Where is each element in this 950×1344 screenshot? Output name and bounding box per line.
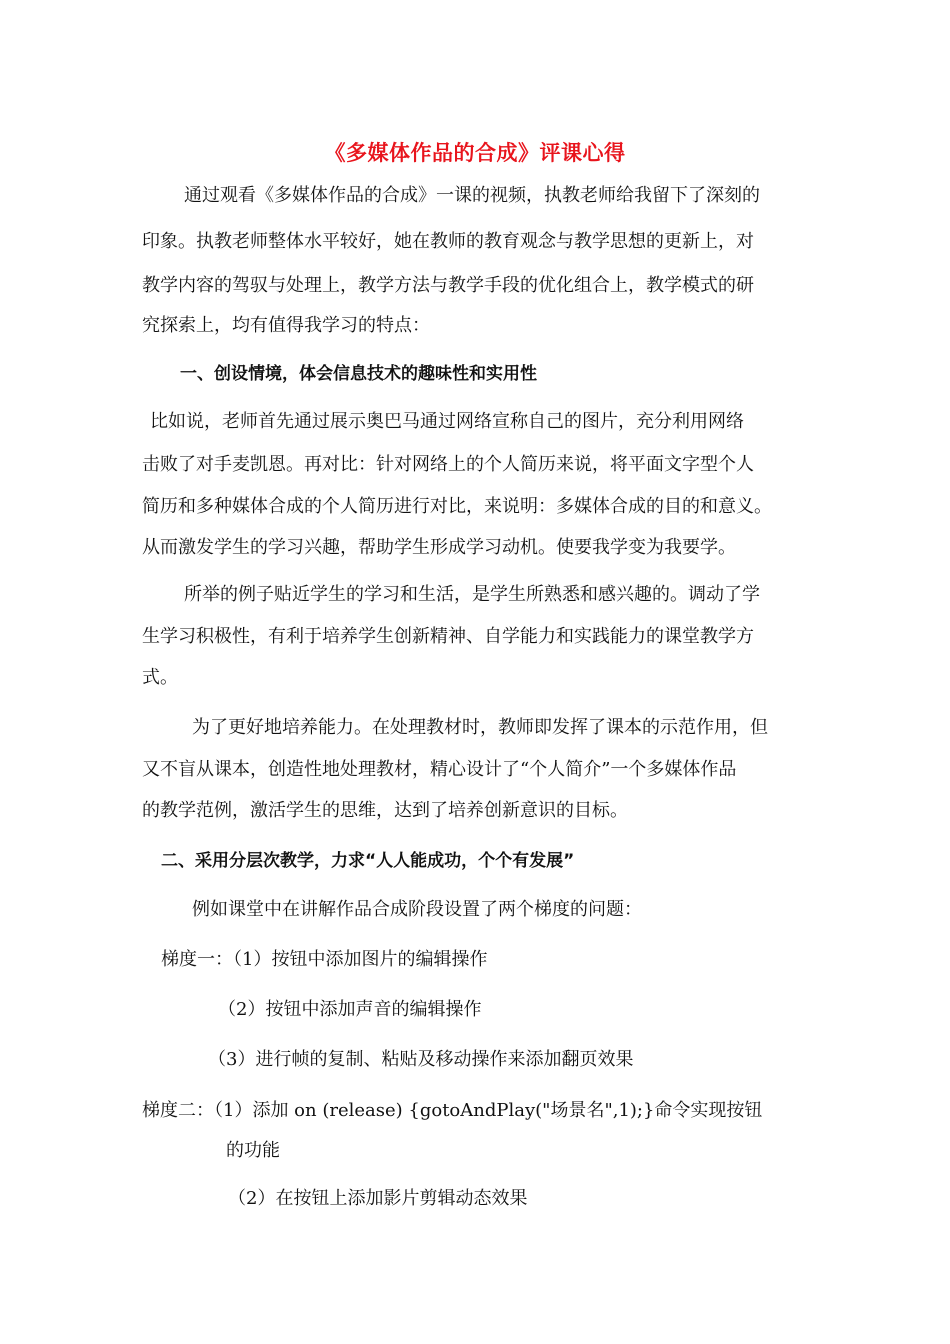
section-1-p3-line-1: 为了更好地培养能力。在处理教材时，教师即发挥了课本的示范作用，但 [192,717,768,738]
level-2-item-1-cont: 的功能 [226,1140,280,1161]
section-1-p1-line-1: 比如说，老师首先通过展示奥巴马通过网络宣称自己的图片，充分利用网络 [150,411,744,432]
section-1-p1-line-2: 击败了对手麦凯恩。再对比：针对网络上的个人简历来说，将平面文字型个人 [142,454,754,475]
document-title: 《多媒体作品的合成》评课心得 [324,140,626,165]
level-1-item-2: （2）按钮中添加声音的编辑操作 [218,999,482,1020]
level-1-item-3: （3）进行帧的复制、粘贴及移动操作来添加翻页效果 [208,1049,634,1070]
intro-line-4: 究探索上，均有值得我学习的特点： [142,315,430,336]
intro-line-2: 印象。执教老师整体水平较好，她在教师的教育观念与教学思想的更新上，对 [142,231,754,252]
intro-line-1: 通过观看《多媒体作品的合成》一课的视频，执教老师给我留下了深刻的 [184,185,760,206]
section-1-p2-line-2: 生学习积极性，有利于培养学生创新精神、自学能力和实践能力的课堂教学方 [142,626,754,647]
intro-line-3: 教学内容的驾驭与处理上，教学方法与教学手段的优化组合上，教学模式的研 [142,275,754,296]
level-2-item-1: 梯度二：（1）添加 on (release) {gotoAndPlay("场景名",1);}命令实现按钮 [142,1100,763,1121]
section-1-p2-line-3: 式。 [142,667,178,688]
section-1-p3-line-2: 又不盲从课本，创造性地处理教材，精心设计了“个人简介”一个多媒体作品 [142,759,737,780]
section-1-p1-line-3: 简历和多种媒体合成的个人简历进行对比，来说明：多媒体合成的目的和意义。 [142,496,772,517]
level-2-item-2: （2）在按钮上添加影片剪辑动态效果 [228,1188,528,1209]
section-2-heading: 二、采用分层次教学，力求“人人能成功，个个有发展” [161,851,575,871]
level-1-item-1: 梯度一：（1）按钮中添加图片的编辑操作 [161,949,488,970]
section-1-p2-line-1: 所举的例子贴近学生的学习和生活，是学生所熟悉和感兴趣的。调动了学 [184,584,760,605]
section-1-heading: 一、创设情境，体会信息技术的趣味性和实用性 [180,364,537,384]
section-1-p3-line-3: 的教学范例，激活学生的思维，达到了培养创新意识的目标。 [142,800,628,821]
section-1-p1-line-4: 从而激发学生的学习兴趣，帮助学生形成学习动机。使要我学变为我要学。 [142,537,736,558]
section-2-intro: 例如课堂中在讲解作品合成阶段设置了两个梯度的问题： [192,899,642,920]
